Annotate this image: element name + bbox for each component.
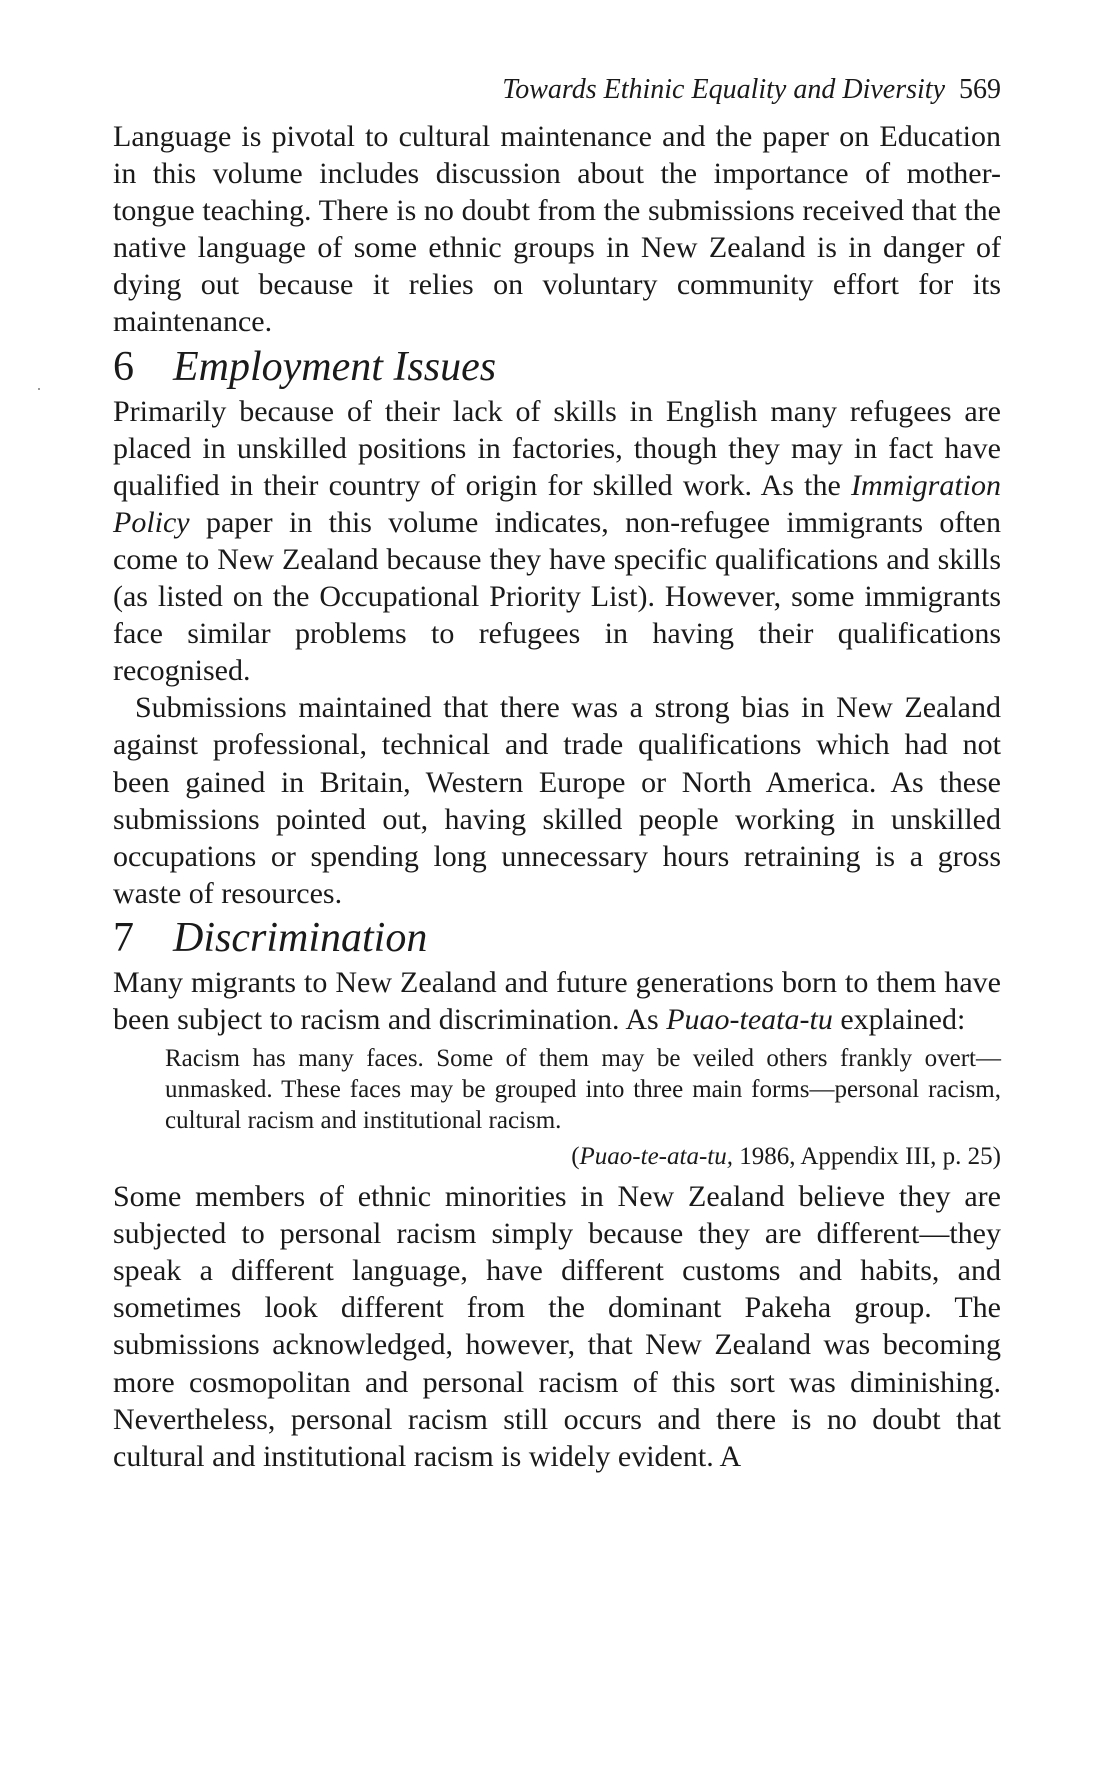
running-header xyxy=(113,70,1001,118)
section-heading-discrimination xyxy=(113,912,1001,964)
discrimination-paragraph-2: Some members of ethnic minorities in New Zealand believe they are subjected to personal racism simply because they are different—they speak a different language, have different customs and habits, and sometimes look different from the dominant Pakeha group. The submissions acknowledged, however, that New Zealand was becoming more cosmopolitan and personal racism of this sort was diminishing. Nevertheless, personal racism still occurs and there is no doubt that cultural and institutional racism is widely evident. A xyxy=(113,1180,1001,1473)
discrimination-paragraph-1 xyxy=(113,964,1001,1038)
citation-details: 1986, Appendix III, p. 25) xyxy=(732,1143,1001,1171)
intro-paragraph: Language is pivotal to cultural maintenance and the paper on Education in this volume includes discussion about the importance of mother-tongue teaching. There is no doubt from the submissions received that the native language of some ethnic groups in New Zealand is in danger of dying out because it relies on voluntary community effort for its maintenance. xyxy=(113,120,1001,339)
block-quote: Racism has many faces. Some of them may be veiled others frankly overt—unmasked. These faces may be grouped into three main forms—personal racism, cultural racism and institutional racism. xyxy=(165,1045,1001,1135)
text-run: Primarily because of their lack of skills in English many refugees are placed in unskilled positions in factories, though they may in fact have qualified in their country of origin for skilled work. As the xyxy=(113,394,1001,502)
section-number: 6 xyxy=(113,343,134,390)
quote-citation xyxy=(113,1142,1001,1172)
section-heading-employment xyxy=(113,341,1001,393)
citation-source: Puao-te-ata-tu, xyxy=(579,1143,733,1171)
section-number: 7 xyxy=(113,914,134,961)
text-run: paper in this volume indicates, non-refugee immigrants often come to New Zealand because they have specific qualifications and skills (as listed on the Occupational Priority List). However, some immigrants face similar problems to refugees in having their qualifications recognised. xyxy=(113,505,1001,688)
text-run: Many migrants to New Zealand and future generations born to them have been subject to racism and discrimination. As xyxy=(113,965,1001,1036)
employment-paragraph-2: Submissions maintained that there was a strong bias in New Zealand against professional, technical and trade qualifications which had not been gained in Britain, Western Europe or North America. As these submissions pointed out, having skilled people working in unskilled occupations or spending long unnecessary hours retraining is a gross waste of resources. xyxy=(113,691,1001,910)
text-run: explained: xyxy=(832,1002,966,1036)
italic-reference: Immigration Policy xyxy=(113,468,1001,539)
italic-reference: Puao-teata-tu xyxy=(666,1002,833,1036)
running-title: Towards Ethinic Equality and Diversity xyxy=(502,74,945,105)
page-number: 569 xyxy=(959,74,1001,105)
citation-open: ( xyxy=(571,1143,580,1171)
book-page xyxy=(113,70,1001,1750)
margin-speck xyxy=(38,388,40,390)
section-title: Discrimination xyxy=(173,914,428,961)
section-title: Employment Issues xyxy=(173,343,497,390)
employment-paragraph-1 xyxy=(113,393,1001,690)
